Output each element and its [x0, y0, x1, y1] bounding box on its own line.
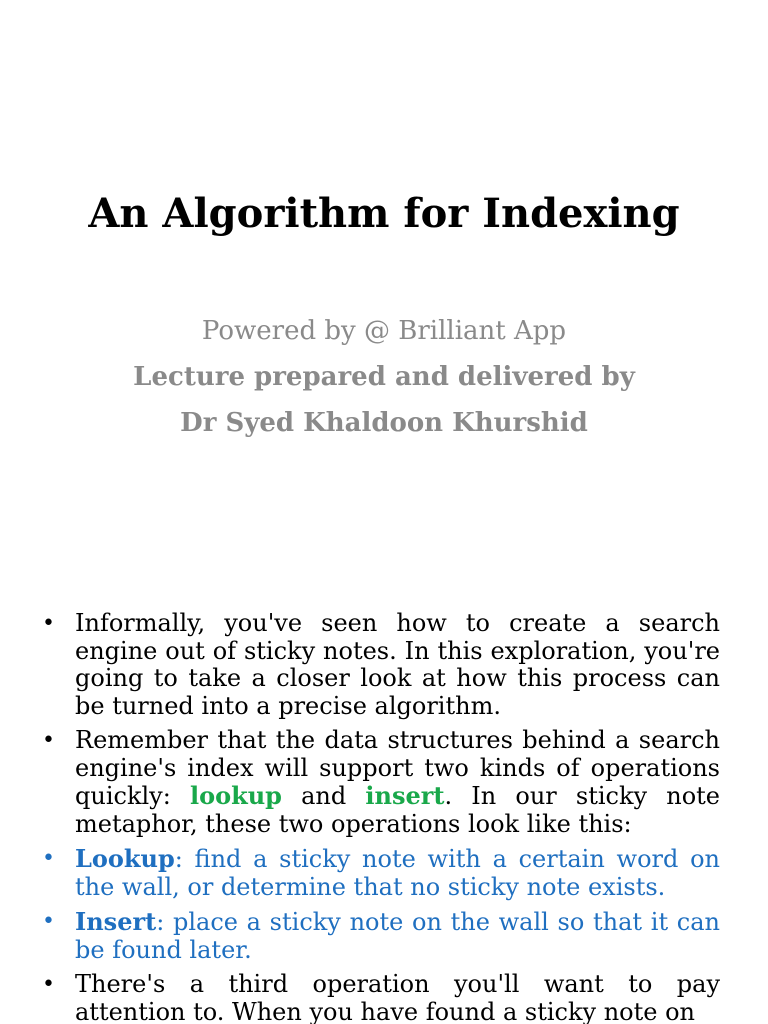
bullet-text: Informally, you've seen how to create a search engine out of sticky notes. In this exploration, you're going to take a closer look at how this process can be turned into a precise algorithm. [75, 609, 720, 720]
list-item [40, 908, 720, 964]
bullet-list [40, 610, 720, 1024]
list-item [40, 971, 720, 1024]
bullet-text: There's a third operation you'll want to pay attention to. When you have found a sticky note on [75, 970, 720, 1024]
lookup-definition-term: Lookup [75, 844, 175, 873]
bullet-text: and [281, 782, 366, 810]
prepared-by-text: Lecture prepared and delivered by [133, 362, 635, 392]
powered-by-text: Powered by @ Brilliant App [201, 316, 567, 346]
insert-definition-term: Insert [75, 907, 157, 936]
insert-definition-text: : place a sticky note on the wall so that it can be found later. [75, 908, 720, 964]
author-name: Dr Syed Khaldoon Khurshid [180, 408, 588, 438]
content-slide [0, 576, 768, 1024]
page-title: An Algorithm for Indexing [88, 190, 680, 237]
bullet-icon: • [42, 909, 55, 934]
subtitle-block [0, 308, 768, 446]
bullet-icon: • [42, 846, 55, 871]
bullet-icon: • [42, 611, 55, 636]
bullet-text: . In our sticky note metaphor, these two operations look like this: [75, 782, 721, 838]
bullet-icon: • [42, 728, 55, 753]
bullet-text: Remember that the data structures behind a search engine's index will support two kinds of operations quickly: [75, 726, 720, 810]
lookup-term: lookup [189, 781, 282, 810]
list-item [40, 727, 720, 838]
bullet-icon: • [42, 972, 55, 997]
lookup-definition-text: : find a sticky note with a certain word on the wall, or determine that no sticky note exists. [75, 845, 720, 901]
list-item [40, 610, 720, 720]
list-item [40, 845, 720, 901]
insert-term: insert [365, 781, 445, 810]
